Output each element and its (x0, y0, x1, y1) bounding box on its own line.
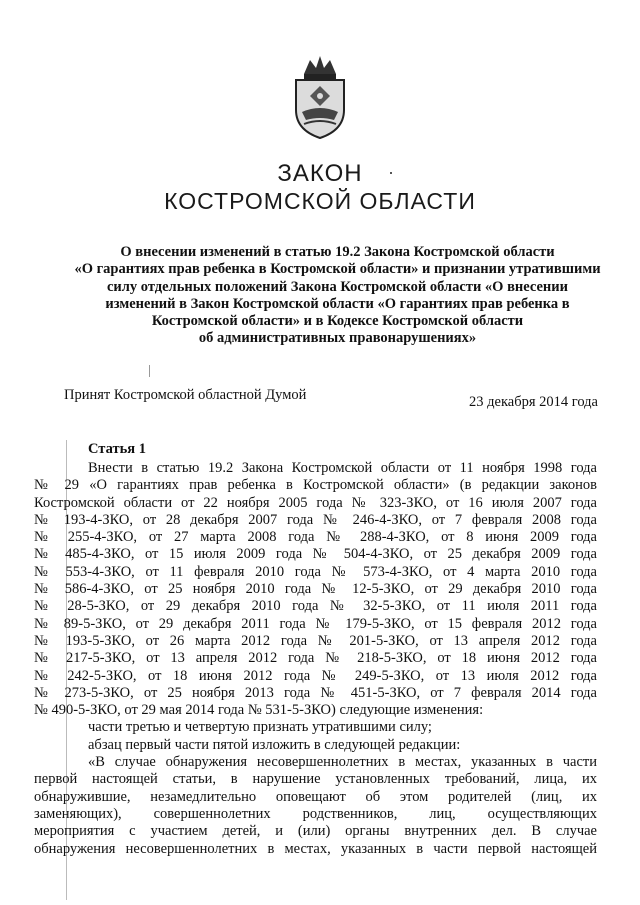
subject-line: Костромской области» и в Кодексе Костромской области (151, 313, 524, 330)
body-line: Костромской области от 22 ноября 2005 года № 323-ЗКО, от 16 июля 2007 года (34, 494, 597, 511)
body-line: № 553-4-ЗКО, от 11 февраля 2010 года № 573-4-ЗКО, от 4 марта 2010 года (34, 563, 597, 580)
subject-line: «О гарантиях прав ребенка в Костромской области» и признании утратившими (74, 261, 601, 278)
body-line: № 89-5-ЗКО, от 29 декабря 2011 года № 179-5-ЗКО, от 15 февраля 2012 года (34, 615, 597, 632)
body-line: № 242-5-ЗКО, от 18 июня 2012 года № 249-5-ЗКО, от 13 июля 2012 года (34, 667, 597, 684)
quote-line: первой настоящей статьи, в нарушение установленных требований, лица, их (34, 771, 597, 788)
body-line: № 273-5-ЗКО, от 25 ноября 2013 года № 451-5-ЗКО, от 7 февраля 2014 года (34, 684, 597, 701)
quote-line: обнаружившие, незамедлительно оповещают об этом родителей (лиц, их (34, 788, 597, 805)
body-line: № 28-5-ЗКО, от 29 декабря 2010 года № 32-5-ЗКО, от 11 июля 2011 года (34, 598, 597, 615)
body-line: Внести в статью 19.2 Закона Костромской области от 11 ноября 1998 года (88, 460, 597, 476)
quote-line: заменяющих), совершеннолетних родственников, лиц, осуществляющих (34, 805, 597, 822)
scan-mark (149, 365, 150, 377)
adopted-date: 23 декабря 2014 года (469, 394, 598, 410)
body-line: № 193-5-ЗКО, от 26 марта 2012 года № 201-5-ЗКО, от 13 апреля 2012 года (34, 632, 597, 649)
article-heading: Статья 1 (88, 441, 146, 457)
coat-of-arms-icon (290, 52, 350, 140)
region-title: КОСТРОМСКОЙ ОБЛАСТИ (164, 188, 476, 214)
body-line: № 485-4-ЗКО, от 15 июля 2009 года № 504-4-ЗКО, от 25 декабря 2009 года (34, 546, 597, 563)
quote-line: мероприятия с участием детей, и (или) органы внутренних дел. В случае (34, 823, 597, 840)
law-subject (60, 244, 615, 348)
list-item: части третью и четвертую признать утратившими силу; (88, 719, 432, 736)
body-line: № 193-4-ЗКО, от 28 декабря 2007 года № 246-4-ЗКО, от 7 февраля 2008 года (34, 511, 597, 528)
body-line: № 586-4-ЗКО, от 25 ноября 2010 года № 12-5-ЗКО, от 29 декабря 2010 года (34, 581, 597, 598)
list-item: абзац первый части пятой изложить в следующей редакции: (88, 736, 461, 753)
subject-line: изменений в Закон Костромской области «О гарантиях прав ребенка в (105, 295, 570, 312)
quote-line: обнаружения несовершеннолетних в местах, указанных в части первой настоящей (34, 840, 597, 857)
body-line: № 255-4-ЗКО, от 27 марта 2008 года № 288-4-ЗКО, от 8 июня 2009 года (34, 529, 597, 546)
quote-line: «В случае обнаружения несовершеннолетних в местах, указанных в части (88, 754, 597, 771)
subject-line: силу отдельных положений Закона Костромской области «О внесении (107, 278, 568, 295)
body-line: № 217-5-ЗКО, от 13 апреля 2012 года № 218-5-ЗКО, от 18 июня 2012 года (34, 650, 597, 667)
law-title: ЗАКОН (277, 160, 363, 187)
subject-line: О внесении изменений в статью 19.2 Закона Костромской области (120, 244, 555, 260)
adopted-by: Принят Костромской областной Думой (64, 387, 307, 403)
body-line: № 29 «О гарантиях прав ребенка в Костромской области» (в редакции законов (34, 477, 597, 494)
body-line: № 490-5-ЗКО, от 29 мая 2014 года № 531-5-ЗКО) следующие изменения: (34, 702, 484, 719)
subject-line: об административных правонарушениях» (198, 330, 477, 347)
article-body (34, 460, 597, 858)
